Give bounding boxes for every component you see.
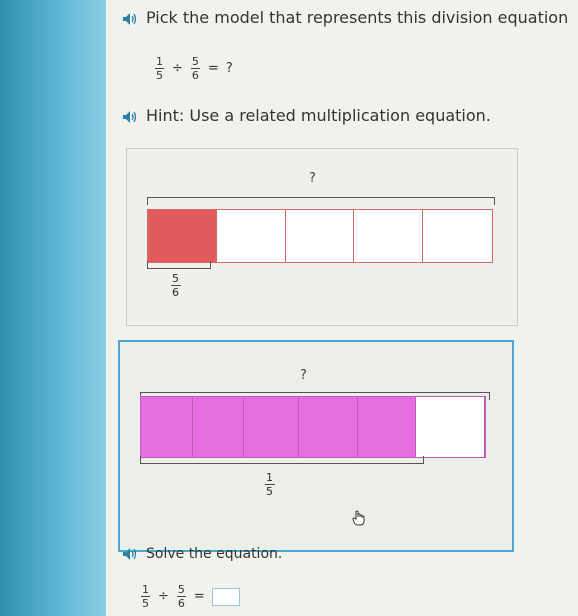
hint-text: Hint: Use a related multiplication equation. xyxy=(146,106,491,125)
numerator: 5 xyxy=(177,583,185,596)
tape-cell-filled xyxy=(299,397,357,457)
tape-diagram xyxy=(140,396,486,458)
numerator: 1 xyxy=(142,583,149,596)
top-brace xyxy=(147,197,495,205)
bottom-brace xyxy=(140,456,424,464)
tape-cell-filled xyxy=(193,397,245,457)
model-total-label: ? xyxy=(309,171,316,186)
tape-cell xyxy=(354,210,423,262)
unknown: ? xyxy=(225,61,233,76)
tape-cell xyxy=(423,210,492,262)
equals-sign: = xyxy=(193,589,205,604)
bottom-brace xyxy=(147,261,211,269)
numerator: 5 xyxy=(191,55,199,68)
speaker-icon[interactable] xyxy=(122,547,138,561)
left-sidebar-strip xyxy=(0,0,110,616)
solve-text: Solve the equation. xyxy=(146,546,283,562)
numerator: 1 xyxy=(266,471,273,484)
denominator: 5 xyxy=(142,597,149,610)
denominator: 6 xyxy=(177,597,185,610)
denominator: 5 xyxy=(156,69,163,82)
fraction-dividend xyxy=(154,56,165,81)
tape-cell-filled xyxy=(358,397,416,457)
speaker-icon[interactable] xyxy=(122,109,138,123)
tape-cell-filled xyxy=(141,397,193,457)
operator: ÷ xyxy=(172,61,183,76)
answer-input[interactable] xyxy=(212,588,240,606)
operator: ÷ xyxy=(158,589,169,604)
denominator: 6 xyxy=(191,69,199,82)
question-panel xyxy=(106,0,578,616)
part-label xyxy=(170,273,181,298)
model-total-label: ? xyxy=(300,368,307,383)
tape-cell xyxy=(416,397,485,457)
tape-cell xyxy=(217,210,286,262)
answer-equation xyxy=(140,584,240,609)
tape-diagram xyxy=(147,209,493,263)
fraction-divisor xyxy=(176,584,187,609)
part-label xyxy=(264,472,275,497)
denominator: 6 xyxy=(172,286,179,299)
model-option-2[interactable] xyxy=(118,340,514,552)
fraction-dividend xyxy=(140,584,151,609)
numerator: 5 xyxy=(172,272,179,285)
denominator: 5 xyxy=(266,485,273,498)
division-equation xyxy=(154,56,233,81)
hint-row xyxy=(122,106,491,125)
solve-row xyxy=(122,546,282,562)
equals-sign: = xyxy=(207,61,219,76)
tape-cell-filled xyxy=(148,210,217,262)
tape-cell xyxy=(286,210,355,262)
model-option-1[interactable] xyxy=(126,148,518,326)
numerator: 1 xyxy=(156,55,163,68)
hand-cursor-icon xyxy=(352,510,366,530)
fraction-divisor xyxy=(190,56,201,81)
speaker-icon[interactable] xyxy=(122,11,138,25)
prompt-text: Pick the model that represents this division equation xyxy=(146,8,569,27)
prompt-row xyxy=(122,8,568,27)
tape-cell-filled xyxy=(244,397,299,457)
